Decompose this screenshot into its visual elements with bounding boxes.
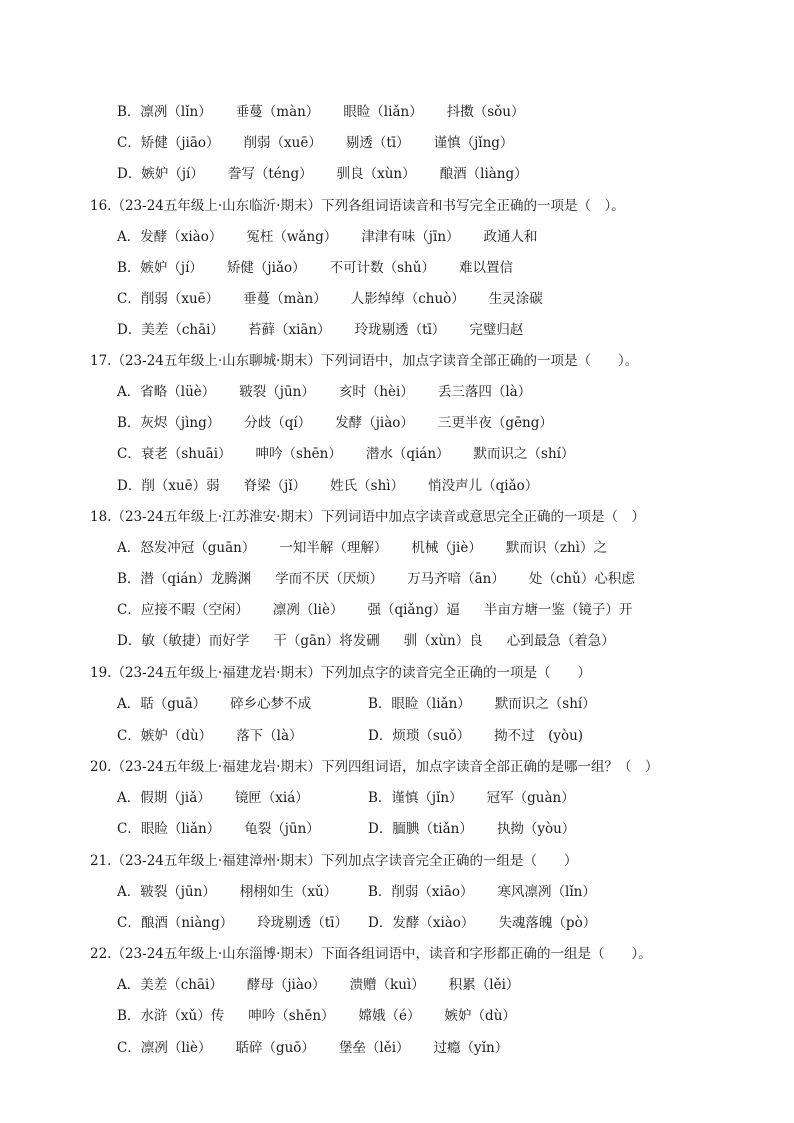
- option-item: 不可计数（shǔ）: [329, 260, 435, 276]
- option-letter: D．: [368, 915, 393, 931]
- option-item: 美差（chāi）: [141, 322, 224, 338]
- option-letter: D．: [368, 821, 393, 837]
- option-item: 剔透（tī）: [345, 135, 410, 151]
- option-item: 苔藓（xiān）: [247, 322, 331, 338]
- option-item: 嫉妒（jí）: [141, 166, 204, 182]
- option-item: 默而识之（shí）: [473, 446, 575, 462]
- option-letter: D．: [117, 633, 142, 649]
- question-17-stem: 17.（23-24五年级上·山东聊城·期末）下列词语中，加点字读音全部正确的一项是（ ）。: [90, 353, 639, 369]
- option-letter: C．: [117, 602, 141, 618]
- option-c-row: [117, 726, 303, 746]
- option-item: 眼睑（liǎn）: [391, 696, 471, 712]
- option-b-row: [117, 569, 635, 589]
- option-item: 省略（lüè）: [140, 384, 216, 400]
- option-b-row: [368, 694, 596, 714]
- option-item: 嫦娥（é）: [358, 1008, 421, 1024]
- option-item: 凛冽（lǐn）: [140, 104, 212, 120]
- option-item: 垂蔓（màn）: [243, 291, 327, 307]
- option-item: 分歧（qí）: [244, 415, 312, 431]
- option-item: 敏（敏捷）而好学: [141, 633, 250, 649]
- option-item: 政通人和: [483, 229, 538, 245]
- option-item: 生灵涂碳: [488, 291, 543, 307]
- option-item: 眼睑（liǎn）: [343, 104, 423, 120]
- option-letter: D．: [117, 166, 142, 182]
- option-item: 干（gān）将发硎: [273, 633, 380, 649]
- option-item: 皲裂（jūn）: [140, 884, 216, 900]
- option-d-row: [117, 164, 528, 184]
- option-letter: C．: [117, 728, 141, 744]
- option-item: 机械（jiè）: [411, 540, 482, 556]
- option-item: 酿酒（liàng）: [439, 166, 528, 182]
- option-item: 默而识之（shí）: [494, 696, 596, 712]
- option-letter: A．: [117, 540, 141, 556]
- option-letter: C．: [117, 1040, 141, 1056]
- option-b-row: [117, 258, 513, 278]
- option-item: 皲裂（jūn）: [239, 384, 315, 400]
- option-item: 烦琐（suǒ）: [392, 728, 471, 744]
- option-item: 聒碎（guō）: [235, 1040, 315, 1056]
- option-a-row: [117, 538, 607, 558]
- option-item: 嫉妒（dù）: [444, 1008, 516, 1024]
- option-item: 眼睑（liǎn）: [140, 821, 221, 837]
- option-d-row: [368, 726, 583, 746]
- option-a-row: [117, 788, 309, 808]
- option-letter: C．: [117, 135, 141, 151]
- option-b-row: [117, 413, 553, 433]
- option-item: 削弱（xuē）: [140, 291, 220, 307]
- option-letter: A．: [117, 977, 141, 993]
- option-item: 亥时（hèi）: [338, 384, 414, 400]
- question-16-stem: 16.（23-24五年级上·山东临沂·期末）下列各组词语读音和书写完全正确的一项是（ ）。: [90, 198, 625, 214]
- option-item: 嫉妒（dù）: [140, 728, 213, 744]
- option-item: 潜（qián）龙腾渊: [140, 571, 252, 587]
- option-item: 强（qiǎng）逼: [367, 602, 460, 618]
- option-c-row: [117, 444, 575, 464]
- option-letter: D．: [368, 728, 393, 744]
- question-18-stem: 18.（23-24五年级上·江苏淮安·期末）下列词语中加点字读音或意思完全正确的一项是（ ）: [90, 509, 645, 525]
- question-21-stem: 21.（23-24五年级上·福建漳州·期末）下列加点字读音完全正确的一组是（ ）: [90, 853, 578, 869]
- option-item: 呻吟（shēn）: [255, 446, 342, 462]
- option-a-row: [117, 975, 519, 995]
- option-a-row: [117, 227, 538, 247]
- option-item: 驯（xùn）良: [403, 633, 483, 649]
- option-item: 水浒（xǔ）传: [140, 1008, 225, 1024]
- option-item: 堡垒（lěi）: [338, 1040, 410, 1056]
- option-letter: A．: [117, 229, 141, 245]
- option-letter: B．: [368, 790, 392, 806]
- option-item: 假期（jiǎ）: [140, 790, 211, 806]
- option-letter: B．: [368, 884, 392, 900]
- option-item: 人影绰绰（chuò）: [350, 291, 465, 307]
- option-letter: B．: [117, 415, 141, 431]
- option-letter: B．: [117, 1008, 141, 1024]
- option-item: 谨慎（jǐng）: [433, 135, 514, 151]
- option-item: 积累（lěi）: [448, 977, 520, 993]
- option-item: 失魂落魄（pò）: [498, 915, 597, 931]
- option-item: 发酵（jiào）: [335, 415, 414, 431]
- question-19-stem: 19.（23-24五年级上·福建龙岩·期末）下列加点字的读音完全正确的一项是（ ）: [90, 665, 591, 681]
- option-b-row: [117, 102, 524, 122]
- option-letter: B．: [117, 104, 141, 120]
- option-item: 聒（guā）: [140, 696, 207, 712]
- option-c-row: [117, 913, 348, 933]
- option-c-row: [117, 600, 632, 620]
- option-item: 谨慎（jǐn）: [391, 790, 463, 806]
- option-item: 凛冽（liè）: [140, 1040, 212, 1056]
- option-item: 应接不暇（空闲）: [140, 602, 249, 618]
- option-item: 落下（là）: [236, 728, 303, 744]
- option-item: 矫健（jiāo）: [140, 135, 220, 151]
- option-item: 心到最急（着急）: [506, 633, 615, 649]
- option-d-row: [117, 631, 615, 651]
- option-item: 驯良（xùn）: [336, 166, 416, 182]
- option-item: 栩栩如生（xǔ）: [239, 884, 338, 900]
- option-letter: A．: [117, 884, 141, 900]
- option-item: 拗不过 (yòu): [494, 728, 584, 744]
- option-letter: A．: [117, 696, 141, 712]
- option-a-row: [117, 882, 337, 902]
- option-item: 怒发冲冠（guān）: [140, 540, 256, 556]
- option-letter: C．: [117, 915, 141, 931]
- option-letter: C．: [117, 446, 141, 462]
- option-item: 半亩方塘一鉴（镜子）开: [483, 602, 633, 618]
- option-item: 津津有味（jīn）: [361, 229, 460, 245]
- option-letter: A．: [117, 384, 141, 400]
- option-item: 冤枉（wǎng）: [246, 229, 338, 245]
- option-b-row: [368, 882, 596, 902]
- option-item: 腼腆（tiǎn）: [392, 821, 473, 837]
- option-item: 悄没声儿（qiǎo）: [428, 478, 539, 494]
- option-d-row: [117, 320, 523, 340]
- option-item: 衰老（shuāi）: [140, 446, 232, 462]
- option-item: 玲珑剔透（tī）: [354, 322, 446, 338]
- option-letter: C．: [117, 821, 141, 837]
- option-letter: A．: [117, 790, 141, 806]
- option-item: 默而识（zhì）之: [505, 540, 607, 556]
- option-item: 垂蔓（màn）: [235, 104, 320, 120]
- option-item: 碎乡心梦不成: [230, 696, 312, 712]
- option-c-row: [117, 819, 320, 839]
- option-item: 寒风凛冽（lǐn）: [497, 884, 596, 900]
- option-item: 过瘾（yǐn）: [433, 1040, 509, 1056]
- option-a-row: [117, 694, 311, 714]
- option-letter: D．: [117, 322, 142, 338]
- option-item: 姓氏（shì）: [330, 478, 405, 494]
- question-22-stem: 22.（23-24五年级上·山东淄博·期末）下面各组词语中，读音和字形都正确的一组是（ ）。: [90, 946, 652, 962]
- option-item: 矫健（jiǎo）: [226, 260, 306, 276]
- option-item: 抖擞（sǒu）: [446, 104, 525, 120]
- option-item: 誊写（téng）: [227, 166, 313, 182]
- option-item: 龟裂（jūn）: [244, 821, 320, 837]
- option-item: 三更半夜（gēng）: [437, 415, 553, 431]
- option-item: 执拗（yòu）: [496, 821, 576, 837]
- option-item: 丢三落四（là）: [437, 384, 532, 400]
- option-c-row: [117, 289, 543, 309]
- option-c-row: [117, 1038, 508, 1058]
- option-item: 潜水（qián）: [365, 446, 450, 462]
- option-item: 发酵（xiào）: [392, 915, 475, 931]
- option-d-row: [368, 913, 596, 933]
- option-b-row: [368, 788, 575, 808]
- option-item: 学而不厌（厌烦）: [275, 571, 384, 587]
- option-letter: C．: [117, 291, 141, 307]
- option-item: 一知半解（理解）: [279, 540, 388, 556]
- option-item: 玲珑剔透（tī）: [257, 915, 348, 931]
- option-b-row: [117, 1006, 516, 1026]
- option-item: 灰烬（jìng）: [140, 415, 221, 431]
- option-item: 呻吟（shēn）: [248, 1008, 335, 1024]
- option-d-row: [117, 476, 538, 496]
- option-item: 削弱（xiāo）: [391, 884, 474, 900]
- option-item: 发酵（xiào）: [140, 229, 223, 245]
- option-item: 酿酒（niàng）: [140, 915, 234, 931]
- option-item: 美差（chāi）: [140, 977, 223, 993]
- option-letter: B．: [368, 696, 392, 712]
- option-item: 镜匣（xiá）: [234, 790, 309, 806]
- option-item: 削弱（xuē）: [243, 135, 322, 151]
- option-item: 处（chǔ）心积虑: [528, 571, 635, 587]
- option-item: 万马齐喑（ān）: [407, 571, 505, 587]
- option-letter: D．: [117, 478, 142, 494]
- option-item: 酵母（jiào）: [246, 977, 326, 993]
- option-item: 难以置信: [458, 260, 513, 276]
- option-item: 脊梁（jǐ）: [243, 478, 307, 494]
- option-a-row: [117, 382, 531, 402]
- option-letter: B．: [117, 260, 141, 276]
- option-item: 削（xuē）弱: [141, 478, 220, 494]
- option-item: 嫉妒（jí）: [140, 260, 203, 276]
- option-item: 凛冽（liè）: [272, 602, 344, 618]
- option-d-row: [368, 819, 575, 839]
- option-item: 冠军（guàn）: [486, 790, 575, 806]
- question-20-stem: 20.（23-24五年级上·福建龙岩·期末）下列四组词语，加点字读音全部正确的是哪一组？（ ）: [90, 759, 659, 775]
- option-item: 完璧归赵: [469, 322, 524, 338]
- option-item: 溃赠（kuì）: [349, 977, 425, 993]
- option-c-row: [117, 133, 513, 153]
- option-letter: B．: [117, 571, 141, 587]
